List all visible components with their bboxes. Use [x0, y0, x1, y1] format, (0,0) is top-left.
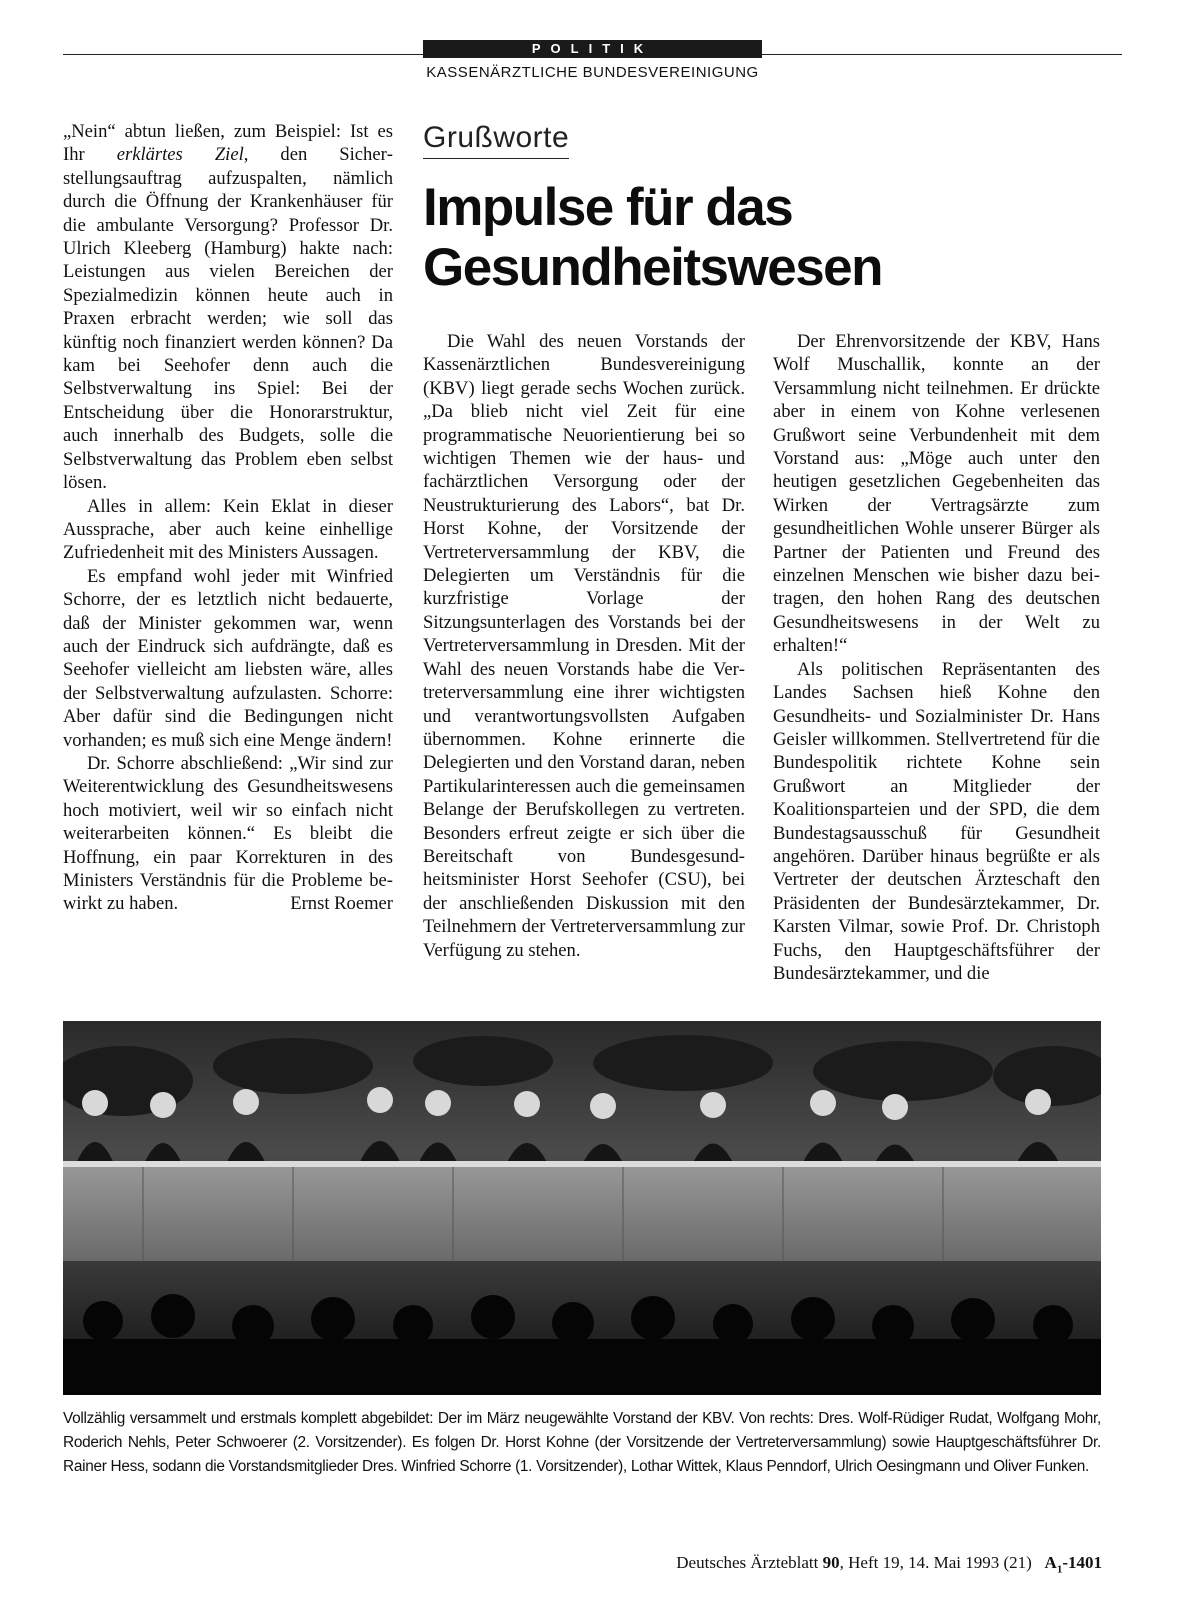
- subsection-label: KASSENÄRZTLICHE BUNDESVEREINIGUNG: [426, 64, 759, 81]
- page-number: $A_1-1401$: [1044, 1553, 1102, 1576]
- column-2: [423, 330, 745, 962]
- paragraph: Die Wahl des neuen Vorstands der Kassenärztlichen Bundesvereinigung (KBV) liegt gerade sechs Wochen zurück. „Da blieb nicht viel Zeit für eine programmatische Neuorientierung bei so wichtigen Themen wie der haus- und fachärztlichen Versorgung oder der Neustrukturierung des Labors“, bat Dr. Horst Kohne, der Vorsitzende der Vertreterversammlung der KBV, die Delegierten um Verständnis für die kurzfristige Vorlage der Sitzungsunterlagen des Vorstands bei der Vertreterversammlung in Dresden. Mit der Wahl des neuen Vorstands habe die Vertreterversammlung eine ihrer wichtigsten und verantwortungsvollsten Aufgaben übernommen. Kohne erinnerte die Delegierten und den Vorstand daran, neben Partikularinteressen auch die gemeinsamen Belange der Berufskollegen zu vertreten. Besonders erfreut zeigte er sich über die Bereitschaft von Bundesgesundheitsminister Horst Seehofer (CSU), bei der anschließenden Diskussion mit den Teilnehmern der Vertreterversammlung zur Verfügung zu stehen.: [423, 331, 745, 961]
- emphasis: erklärtes Ziel: [116, 144, 244, 166]
- paragraph: Als politischen Repräsentanten des Landes Sachsen hieß Kohne den Gesundheits- und Sozialminister Dr. Hans Geisler willkommen. Stellvertretend für die Bundespolitik richtete Kohne sein Grußwort an Mitglieder der Koalitionsparteien und der SPD, die dem Bundestagsausschuß für Gesundheit angehören. Darüber hinaus begrüßte er als Vertreter der deutschen Ärzteschaft den Präsidenten der Bundesärztekammer, Dr. Karsten Vilmar, sowie Prof. Dr. Christoph Fuchs, den Hauptgeschäftsführer der Bundesärztekammer, und die: [773, 658, 1100, 984]
- photo-caption: Vollzählig versammelt und erstmals komplett abgebildet: Der im März neugewählte Vorstand der KBV. Von rechts: Dres. Wolf-Rüdiger Rudat, Wolfgang Mohr, Roderich Nehls, Peter Schwoerer (2. Vorsitzender). Es folgen Dr. Horst Kohne (der Vorsitzende der Vertreterversammlung) sowie Hauptgeschäftsführer Dr. Rainer Hess, sodann die Vorstandsmitglieder Dres. Winfried Schorre (1. Vorsitzender), Lothar Wittek, Klaus Penndorf, Ulrich Oesingmann und Oliver Funken.: [63, 1410, 1101, 1475]
- issue-info: , Heft 19, 14. Mai 1993 (21): [839, 1553, 1032, 1572]
- paragraph: Der Ehrenvorsitzende der KBV, Hans Wolf Muschallik, konnte an der Versammlung nicht teilnehmen. Er drückte aber in einem von Kohne verlesenen Grußwort seine Verbundenheit mit dem Vorstand aus: „Möge auch unter den heutigen gesetzlichen Gegebenheiten das Wirken der Vertragsärzte zum gesundheitlichen Wohle unserer Bürger als Partner der Patienten und Freund des einzelnen Menschen wie bisher dazu beitragen, den hohen Rang des deutschen Gesundheitswesens in der Welt zu erhalten!“: [773, 331, 1100, 657]
- paragraph: Es empfand wohl jeder mit Winfried Schorre, der es letztlich nicht bedauerte, daß der Minister gekommen war, wenn auch der Eindruck sich aufdrängte, daß es Seehofer vielleicht am liebsten wäre, alles der Selbstverwaltung aufzulasten. Schorre: Aber dafür sind die Bedingungen nicht vorhanden; es muß sich eine Menge ändern!: [63, 565, 393, 751]
- article-kicker: Grußworte: [423, 120, 569, 159]
- volume-number: 90: [822, 1553, 840, 1572]
- journal-name: Deutsches Ärzteblatt: [676, 1553, 819, 1572]
- header-rule-right: [762, 54, 1122, 55]
- paragraph: Dr. Schorre abschließend: „Wir sind zur Weiterentwicklung des Gesundheitswesens hoch motiviert, weil wir so einfach nicht weiterarbeiten können.“ Es bleibt die Hoffnung, ein paar Korrekturen in des Ministers Verständnis für die Probleme bewirkt zu haben. Ernst Roemer: [63, 752, 393, 915]
- column-1: [63, 120, 393, 916]
- column-3: [773, 330, 1100, 985]
- paragraph: Alles in allem: Kein Eklat in dieser Aussprache, aber auch keine einhellige Zufriedenheit mit des Ministers Aussagen.: [63, 495, 393, 564]
- page-footer: [676, 1553, 1102, 1575]
- paragraph: „Nein“ abtun ließen, zum Beispiel: Ist es Ihr erklärtes Ziel, den Sicherstellungsauftrag aufzuspalten, nämlich durch die Öffnung der Krankenhäuser für die ambulante Versorgung? Professor Dr. Ulrich Kleeberg (Hamburg) hakte nach: Leistungen aus vielen Bereichen der Spezialmedizin können heute auch in Praxen erbracht werden; wie soll das künftig noch finanziert werden können? Da kam bei Seehofer denn auch die Selbstverwaltung ins Spiel: Bei der Entscheidung über die Honorarstruktur, auch innerhalb des Budgets, solle die Selbstverwaltung das Problem eben selbst lösen.: [63, 121, 393, 494]
- section-label: POLITIK: [423, 40, 762, 58]
- header-rule-left: [63, 54, 423, 55]
- article-headline: Impulse für das Gesundheitswesen: [423, 178, 883, 297]
- board-photo: [63, 1021, 1101, 1395]
- author-byline: Ernst Roemer: [290, 893, 393, 915]
